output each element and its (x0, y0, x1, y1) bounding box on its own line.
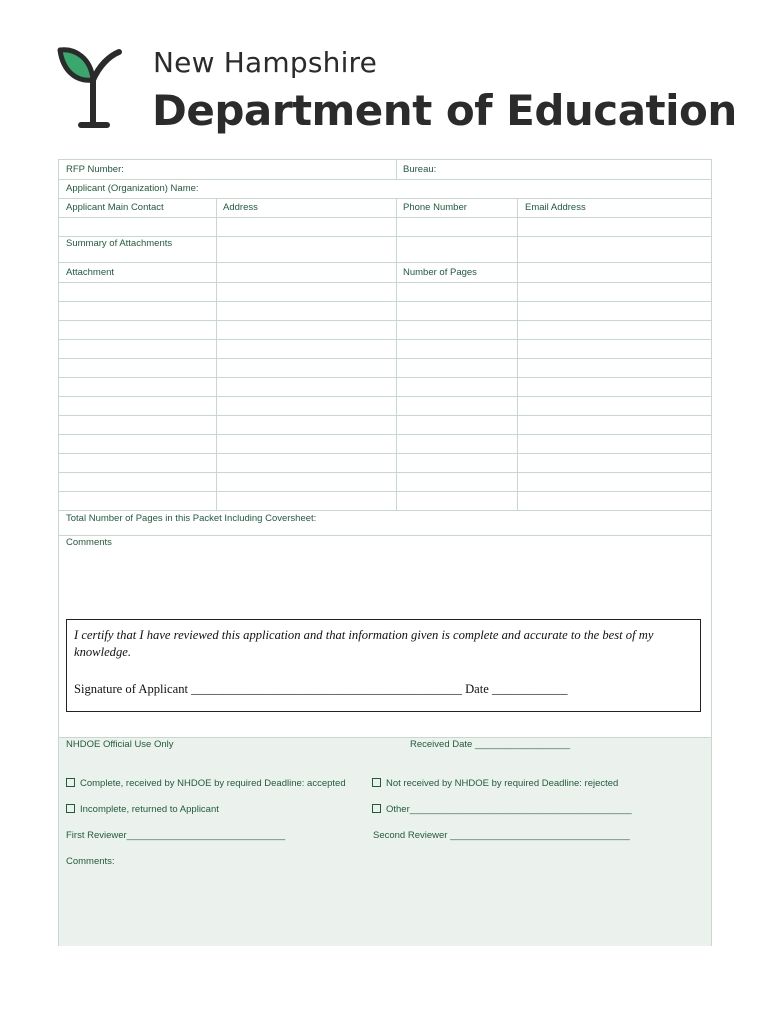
attachment-label: Attachment (66, 267, 115, 278)
official-use-section (59, 737, 711, 946)
incomplete-option[interactable] (66, 804, 219, 815)
official-use-heading: NHDOE Official Use Only (66, 739, 174, 750)
phone-header: Phone Number (403, 202, 467, 213)
email-header: Email Address (525, 202, 586, 213)
other-label: Other__________________________________________ (386, 804, 632, 815)
accepted-label: Complete, received by NHDOE by required Deadline: accepted (80, 778, 346, 789)
certification-box (66, 619, 701, 712)
comments-label: Comments (66, 537, 112, 548)
incomplete-label: Incomplete, returned to Applicant (80, 804, 219, 815)
checkbox-icon[interactable] (66, 804, 75, 813)
brand-title: Department of Education (152, 86, 737, 135)
total-pages-label: Total Number of Pages in this Packet Including Coversheet: (66, 513, 317, 524)
address-header: Address (223, 202, 258, 213)
office-comments-label: Comments: (66, 856, 115, 867)
other-option[interactable] (372, 804, 632, 815)
applicant-org-label: Applicant (Organization) Name: (66, 183, 199, 194)
rejected-label: Not received by NHDOE by required Deadline: rejected (386, 778, 619, 789)
sprout-leaf-icon (55, 44, 125, 132)
second-reviewer-field[interactable]: Second Reviewer __________________________________ (373, 830, 630, 841)
main-contact-header: Applicant Main Contact (66, 202, 164, 213)
first-reviewer-field[interactable]: First Reviewer______________________________ (66, 830, 286, 841)
rfp-number-label: RFP Number: (66, 164, 124, 175)
rejected-option[interactable] (372, 778, 618, 789)
signature-line[interactable]: Signature of Applicant ___________________________________________ Date ____________ (74, 682, 568, 696)
accepted-option[interactable] (66, 778, 346, 789)
bureau-label: Bureau: (403, 164, 437, 175)
checkbox-icon[interactable] (66, 778, 75, 787)
summary-attachments-label: Summary of Attachments (66, 238, 173, 249)
number-of-pages-label: Number of Pages (403, 267, 477, 278)
checkbox-icon[interactable] (372, 804, 381, 813)
certification-text: I certify that I have reviewed this application and that information given is complete and accurate to the best of my knowledge. (74, 628, 654, 659)
brand-subtitle: New Hampshire (153, 46, 378, 79)
checkbox-icon[interactable] (372, 778, 381, 787)
received-date-field[interactable]: Received Date __________________ (410, 739, 571, 750)
